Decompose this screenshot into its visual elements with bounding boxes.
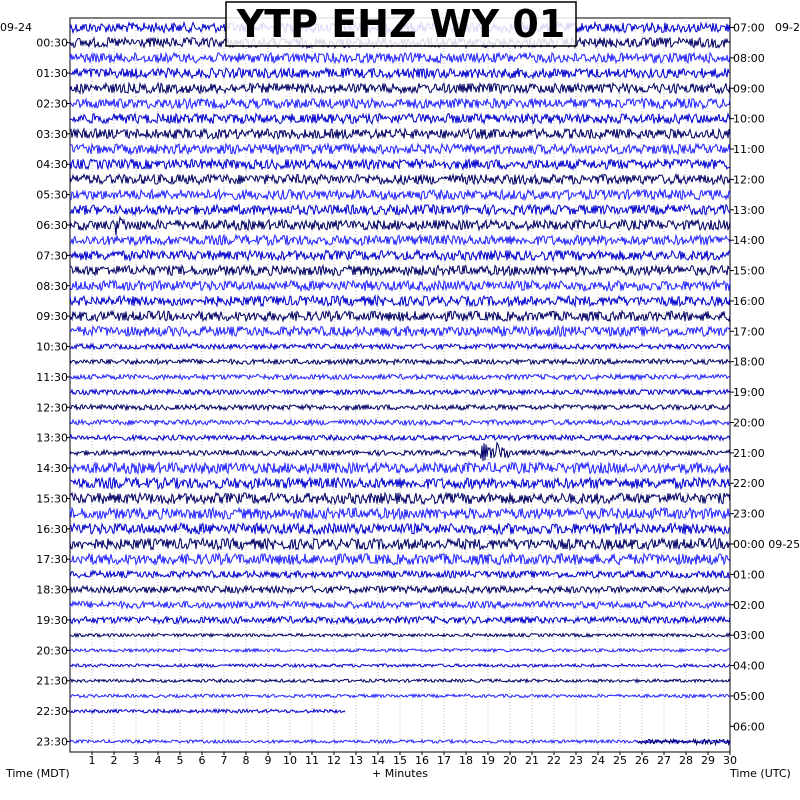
right-time-label: 01:00 — [733, 568, 765, 582]
x-tick-label: 21 — [525, 754, 539, 767]
right-time-label: 10:00 — [733, 112, 765, 126]
left-date-label: 09-24 — [0, 21, 32, 34]
left-time-label: 01:30 — [36, 67, 68, 81]
x-tick-label: 25 — [613, 754, 627, 767]
left-time-label: 06:30 — [36, 218, 68, 232]
x-axis-title: + Minutes — [371, 767, 429, 780]
chart-title: YTP EHZ WY 01 — [236, 2, 566, 46]
x-tick-label: 2 — [110, 754, 118, 767]
right-time-label: 05:00 — [733, 689, 765, 703]
left-time-label: 10:30 — [36, 340, 68, 354]
x-tick-label: 4 — [154, 754, 162, 767]
left-time-label: 18:30 — [36, 583, 68, 597]
left-time-label: 13:30 — [36, 431, 68, 445]
x-tick-label: 22 — [547, 754, 561, 767]
x-tick-label: 28 — [679, 754, 693, 767]
right-time-label: 06:00 — [733, 720, 765, 734]
x-tick-label: 12 — [327, 754, 341, 767]
x-tick-label: 18 — [459, 754, 473, 767]
left-time-label: 23:30 — [36, 735, 68, 749]
x-tick-label: 14 — [371, 754, 385, 767]
right-time-label: 08:00 — [733, 51, 765, 65]
left-time-label: 19:30 — [36, 613, 68, 627]
left-time-label: 12:30 — [36, 401, 68, 415]
right-time-label: 15:00 — [733, 264, 765, 278]
left-time-label: 15:30 — [36, 492, 68, 506]
x-tick-label: 15 — [393, 754, 407, 767]
x-tick-label: 11 — [305, 754, 319, 767]
left-time-label: 07:30 — [36, 249, 68, 263]
left-axis-title: Time (MDT) — [6, 767, 70, 780]
right-time-label: 18:00 — [733, 355, 765, 369]
right-time-label: 20:00 — [733, 416, 765, 430]
x-tick-label: 8 — [242, 754, 250, 767]
left-time-label: 03:30 — [36, 127, 68, 141]
right-time-label: 23:00 — [733, 507, 765, 521]
x-tick-label: 30 — [723, 754, 737, 767]
right-date-label: 09-2 — [775, 21, 800, 34]
x-tick-label: 10 — [283, 754, 297, 767]
x-tick-label: 9 — [264, 754, 272, 767]
right-time-label: 19:00 — [733, 386, 765, 400]
right-time-label: 13:00 — [733, 203, 765, 217]
left-time-label: 16:30 — [36, 522, 68, 536]
left-time-label: 21:30 — [36, 674, 68, 688]
x-tick-label: 29 — [701, 754, 715, 767]
left-time-label: 02:30 — [36, 97, 68, 111]
left-time-label: 20:30 — [36, 644, 68, 658]
left-time-label: 04:30 — [36, 158, 68, 172]
left-time-label: 11:30 — [36, 370, 68, 384]
right-time-label: 16:00 — [733, 294, 765, 308]
right-time-label: 09:00 — [733, 82, 765, 96]
x-tick-label: 26 — [635, 754, 649, 767]
x-tick-label: 1 — [88, 754, 96, 767]
x-tick-label: 24 — [591, 754, 605, 767]
left-time-label: 08:30 — [36, 279, 68, 293]
left-time-label: 00:30 — [36, 36, 68, 50]
right-time-label: 04:00 — [733, 659, 765, 673]
right-time-label: 11:00 — [733, 143, 765, 157]
right-time-label: 21:00 — [733, 446, 765, 460]
x-tick-label: 20 — [503, 754, 517, 767]
right-time-label: 17:00 — [733, 325, 765, 339]
x-tick-label: 3 — [132, 754, 140, 767]
left-time-label: 09:30 — [36, 310, 68, 324]
left-time-label: 22:30 — [36, 705, 68, 719]
right-time-label: 22:00 — [733, 477, 765, 491]
left-time-label: 17:30 — [36, 553, 68, 567]
x-tick-label: 19 — [481, 754, 495, 767]
right-axis-title: Time (UTC) — [730, 767, 791, 780]
x-tick-label: 7 — [220, 754, 228, 767]
x-tick-label: 23 — [569, 754, 583, 767]
x-tick-label: 5 — [176, 754, 184, 767]
right-time-label: 12:00 — [733, 173, 765, 187]
x-tick-label: 17 — [437, 754, 451, 767]
x-tick-label: 6 — [198, 754, 206, 767]
x-tick-label: 27 — [657, 754, 671, 767]
right-time-label: 14:00 — [733, 234, 765, 248]
right-time-label: 00:00 09-25 — [733, 538, 800, 552]
right-time-label: 03:00 — [733, 629, 765, 643]
right-time-label: 07:00 — [733, 21, 765, 35]
right-time-label: 02:00 — [733, 598, 765, 612]
x-tick-label: 16 — [415, 754, 429, 767]
left-time-label: 05:30 — [36, 188, 68, 202]
left-time-label: 14:30 — [36, 462, 68, 476]
x-tick-label: 13 — [349, 754, 363, 767]
